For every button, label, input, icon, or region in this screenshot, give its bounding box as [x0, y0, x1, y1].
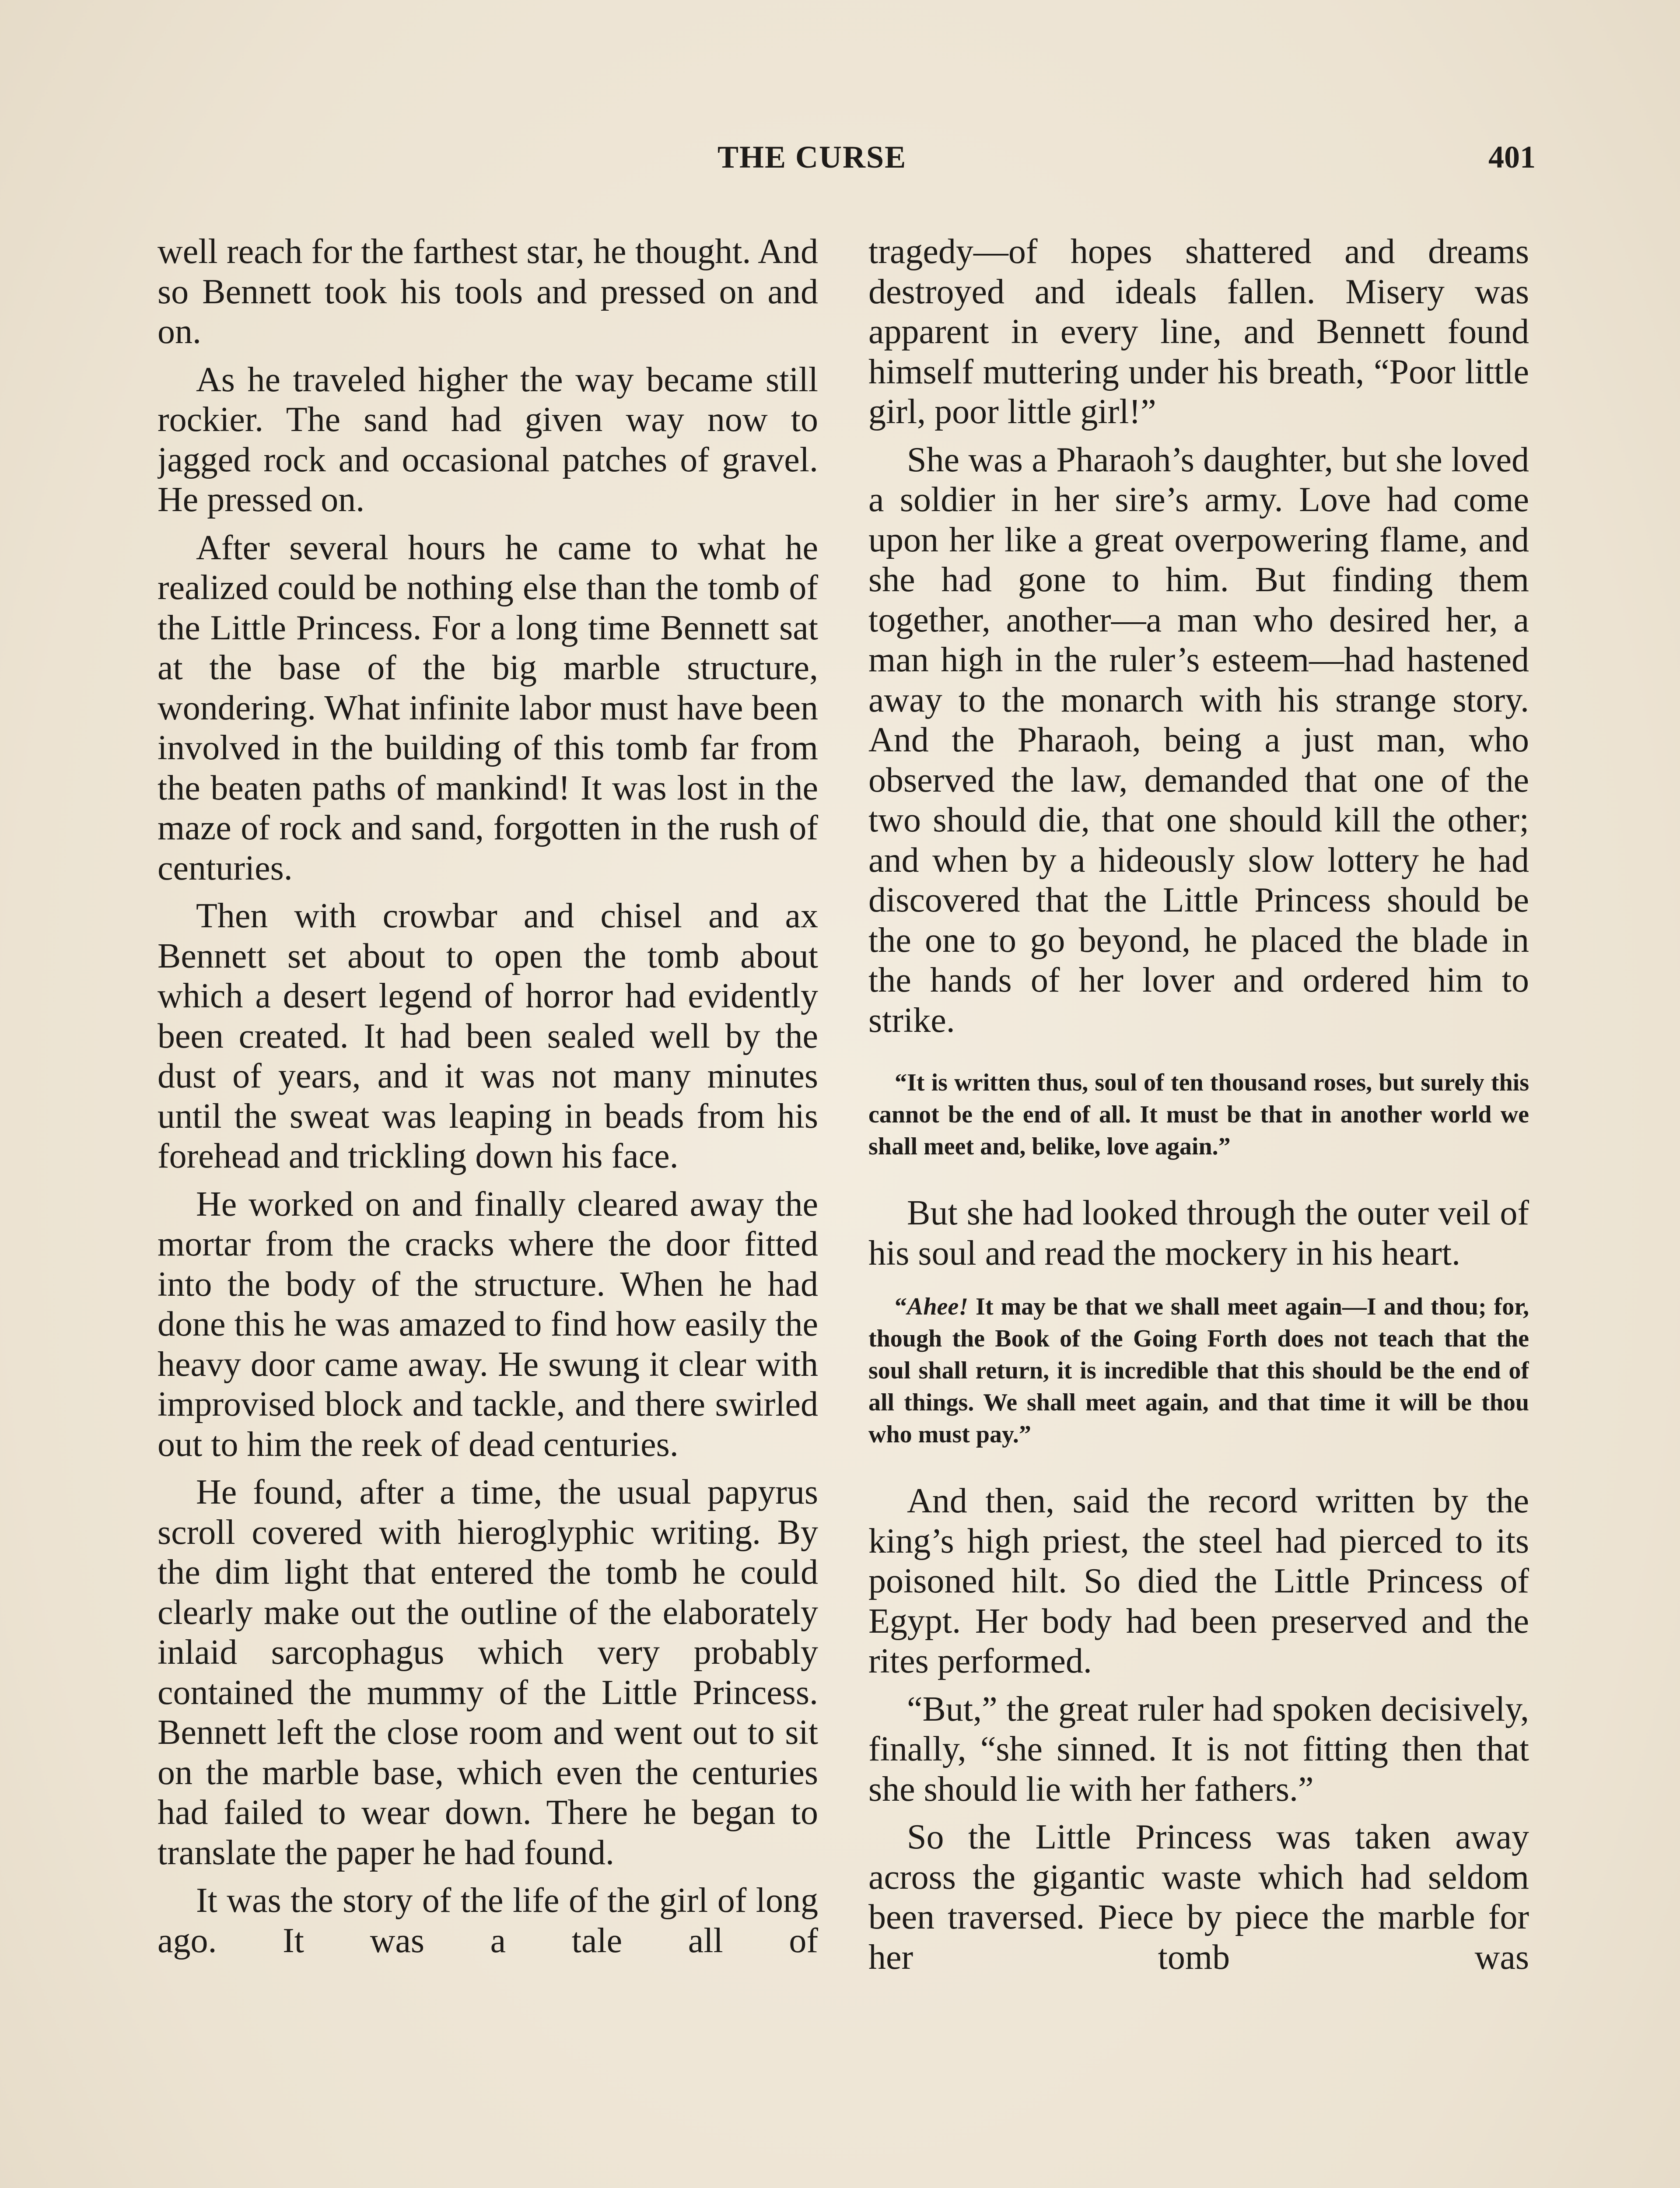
paragraph: She was a Pharaoh’s daughter, but she loved a soldier in her sire’s army. Love had come upon her like a great overpowering flame, and she had gone to him. But finding them together, another—a man who desired her, a man high in the ruler’s esteem—had hastened away to the monarch with his strange story. And the Pharaoh, being a just man, who observed the law, demanded that one of the two should die, that one should kill the other; and when by a hideously slow lottery he had discovered that the Little Princess should be the one to go beyond, he placed the blade in the hands of her lover and ordered him to strike. [868, 440, 1529, 1040]
quote-text: It may be that we shall meet again—I and thou; for, though the Book of the Going Forth does not teach that the soul shall return, it is incredible that this should be the end of all things. We shall meet again, and that time it will be thou who must pay.” [868, 1293, 1529, 1448]
block-quote: “It is written thus, soul of ten thousand roses, but surely this cannot be the end of all. It must be that in another world we shall meet and, belike, love again.” [868, 1069, 1529, 1160]
paragraph: As he traveled higher the way became still rockier. The sand had given way now to jagged rock and occasional patches of gravel. He pressed on. [158, 360, 818, 519]
paragraph: After several hours he came to what he realized could be nothing else than the tomb of the Little Princess. For a long time Bennett sat at the base of the big marble structure, wondering. What infinite labor must have been involved in the building of this tomb far from the beaten paths of mankind! It was lost in the maze of rock and sand, forgotten in the rush of centuries. [158, 528, 818, 887]
page-number: 401 [1488, 140, 1536, 175]
quote-emphasis: Ahee! [907, 1293, 968, 1320]
right-column [868, 232, 1529, 2188]
paragraph: He found, after a time, the usual papyrus scroll covered with hieroglyphic writing. By the dim light that entered the tomb he could clearly make out the outline of the elaborately inlaid sarcophagus which very probably contained the mummy of the Little Princess. Bennett left the close room and went out to sit on the marble base, which even the centuries had failed to wear down. There he began to translate the paper he had found. [158, 1473, 818, 1872]
paragraph: tragedy—of hopes shattered and dreams destroyed and ideals fallen. Misery was apparent in every line, and Bennett found himself muttering under his breath, “Poor little girl, poor little girl!” [868, 232, 1529, 431]
paragraph: well reach for the farthest star, he thought. And so Bennett took his tools and pressed on and on. [158, 232, 818, 351]
left-column [158, 232, 818, 2188]
paragraph: But she had looked through the outer veil of his soul and read the mockery in his heart. [868, 1194, 1529, 1273]
paragraph: “But,” the great ruler had spoken decisively, finally, “she sinned. It is not fitting then that she should lie with her fathers.” [868, 1690, 1529, 1809]
paragraph: So the Little Princess was taken away across the gigantic waste which had seldom been traversed. Piece by piece the marble for her tomb was [868, 1818, 1529, 1977]
paragraph: And then, said the record written by the king’s high priest, the steel had pierced to its poisoned hilt. So died the Little Princess of Egypt. Her body had been preserved and the rites performed. [868, 1482, 1529, 1680]
block-quote: “Ahee! It may be that we shall meet again—I and thou; for, though the Book of the Going Forth does not teach that the soul shall return, it is incredible that this should be the end of all things. We shall meet again, and that time it will be thou who must pay.” [868, 1293, 1529, 1448]
running-head-title: THE CURSE [718, 140, 907, 175]
paragraph: He worked on and finally cleared away the mortar from the cracks where the door fitted into the body of the structure. When he had done this he was amazed to find how easily the heavy door came away. He swung it clear with improvised block and tackle, and there swirled out to him the reek of dead centuries. [158, 1185, 818, 1464]
paragraph: Then with crowbar and chisel and ax Bennett set about to open the tomb about which a desert legend of horror had evidently been created. It had been sealed well by the dust of years, and it was not many minutes until the sweat was leaping in beads from his forehead and trickling down his face. [158, 897, 818, 1175]
paragraph: It was the story of the life of the girl of long ago. It was a tale all of [158, 1881, 818, 1960]
